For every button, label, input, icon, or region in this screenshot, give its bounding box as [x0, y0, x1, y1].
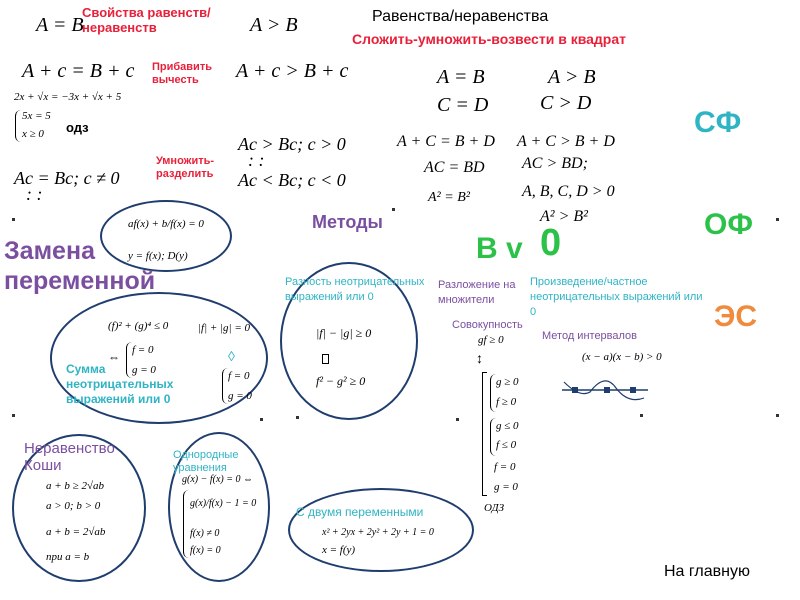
interval-point-c	[630, 387, 636, 393]
zero-badge: 0	[540, 222, 562, 264]
formula-sys1: 5x = 5	[22, 110, 51, 122]
dot	[776, 414, 779, 417]
formula-r-c-eq-d: C = D	[437, 94, 489, 116]
dot	[260, 418, 263, 421]
diamond-icon: ◊	[228, 348, 235, 364]
formula-add-gt: A + c > B + c	[236, 60, 349, 82]
formula-cauchy1: a + b ≥ 2√ab	[46, 480, 104, 492]
colon-dots-left: : :	[26, 184, 43, 204]
formula-hom4: f(x) = 0	[190, 545, 221, 556]
formula-r-sum-gt: A + C > B + D	[517, 133, 615, 150]
square-glyph	[322, 354, 329, 364]
bv-badge: В v	[476, 232, 523, 265]
formula-hom3: f(x) ≠ 0	[190, 528, 220, 539]
formula-sum-abs: |f| + |g| = 0	[198, 322, 250, 334]
formula-example: 2x + √x = −3x + √x + 5	[14, 91, 122, 103]
aggregate-label: Совокупность	[452, 319, 523, 331]
hom-brace	[183, 490, 189, 558]
formula-cauchy2: a > 0; b > 0	[46, 500, 101, 512]
formula-fact-f2: f = 0	[494, 461, 516, 473]
formula-r-sq-eq: A² = B²	[428, 190, 470, 205]
formula-cauchy4: при a = b	[46, 551, 90, 563]
cauchy-label: Неравенство Коши	[24, 440, 115, 474]
homogeneous-label: Однородные уравнения	[173, 449, 239, 474]
formula-add-eq: A + c = B + c	[22, 60, 135, 82]
formula-mul-lt: Ac < Bc; c < 0	[238, 170, 346, 190]
formula-fact-g2: g = 0	[494, 481, 518, 493]
formula-fact-gf: gf ≥ 0	[478, 334, 504, 346]
interval-method-label: Метод интервалов	[542, 330, 638, 342]
two-vars-label: С двумя переменными	[296, 505, 424, 519]
properties-label: Свойства равенств/неравенств	[82, 5, 211, 35]
formula-fact-g1: g ≤ 0	[496, 420, 519, 432]
mult-divide-label: Умножить-разделить	[156, 155, 215, 180]
updown-arrow-icon: ↕	[476, 350, 483, 366]
difference-label: Разность неотрицательных выражений или 0	[285, 276, 425, 303]
formula-sub-y: y = f(x); D(y)	[128, 250, 188, 262]
home-link[interactable]: На главную	[664, 563, 750, 580]
formula-r-c-gt-d: C > D	[540, 92, 592, 114]
factorization-label: Разложение на множители	[438, 279, 516, 306]
product-label: Произведение/частное неотрицательных выражений или 0	[530, 276, 703, 318]
formula-diff-abs: |f| − |g| ≥ 0	[316, 326, 372, 340]
sum-nonneg-label: Сумма неотрицательных выражений или 0	[66, 362, 174, 406]
dot	[12, 414, 15, 417]
formula-hom2: g(x)/f(x) − 1 = 0	[190, 498, 257, 509]
formula-fact-odz: ОДЗ	[484, 502, 505, 514]
interval-graph	[560, 368, 650, 408]
page-title: Равенства/неравенства	[372, 8, 549, 25]
dot	[392, 208, 395, 211]
add-subtract-label: Прибавить вычесть	[152, 61, 212, 86]
odz-label: одз	[66, 120, 89, 135]
formula-fact-f0: f ≥ 0	[496, 396, 517, 408]
formula-r-a-gt-b: A > B	[548, 66, 596, 88]
dot	[456, 418, 459, 421]
formula-r-sum-eq: A + C = B + D	[397, 133, 495, 150]
interval-point-b	[604, 387, 610, 393]
formula-sum-g0-a: g = 0	[132, 364, 156, 376]
formula-mul-gt: Ac > Bc; c > 0	[238, 134, 346, 154]
interval-point-a	[572, 387, 578, 393]
sf-badge: СФ	[694, 106, 742, 139]
formula-interval: (x − a)(x − b) > 0	[582, 351, 662, 363]
formula-r-ac-eq: AC = BD	[424, 159, 485, 176]
formula-fact-f1: f ≤ 0	[496, 439, 517, 451]
system-brace	[15, 110, 22, 142]
of-badge: ОФ	[704, 208, 753, 241]
methods-label: Методы	[312, 212, 383, 232]
formula-cauchy3: a + b = 2√ab	[46, 526, 106, 538]
formula-sum-f0-b: f = 0	[228, 370, 250, 382]
formula-r-sq-gt: A² > B²	[540, 208, 588, 225]
formula-diff-sq: f² − g² ≥ 0	[316, 374, 366, 388]
formula-sys2: x ≥ 0	[22, 128, 44, 140]
formula-mul-eq: Ac = Bc; c ≠ 0	[14, 168, 120, 188]
formula-fact-g0: g ≥ 0	[496, 376, 519, 388]
es-badge: ЭС	[714, 300, 758, 333]
formula-sum-pow: (f)² + (g)⁴ ≤ 0	[108, 320, 169, 332]
dot	[296, 416, 299, 419]
substitution-label: Замена переменной	[4, 237, 156, 295]
dot	[776, 218, 779, 221]
aggregate-bracket	[482, 372, 487, 496]
formula-sub-eq: af(x) + b/f(x) = 0	[128, 218, 204, 230]
page-subtitle: Сложить-умножить-возвести в квадрат	[352, 31, 626, 47]
formula-two1: x² + 2yx + 2y² + 2y + 1 = 0	[322, 527, 434, 538]
equivalence-icon: ⇔	[108, 350, 120, 364]
formula-r-abcd: A, B, C, D > 0	[522, 183, 615, 200]
dot	[640, 414, 643, 417]
formula-sum-g0-b: g = 0	[228, 390, 252, 402]
formula-a-gt-b: A > B	[250, 14, 298, 36]
dot	[12, 218, 15, 221]
formula-sum-f0-a: f = 0	[132, 344, 154, 356]
formula-r-a-eq-b: A = B	[437, 66, 485, 88]
formula-two2: x = f(y)	[322, 544, 356, 556]
formula-hom1: g(x) − f(x) = 0 ⇔	[182, 474, 253, 485]
formula-a-eq-b: A = B	[36, 14, 84, 36]
formula-r-ac-gt: AC > BD;	[522, 155, 588, 172]
colon-dots-right: : :	[248, 150, 265, 170]
